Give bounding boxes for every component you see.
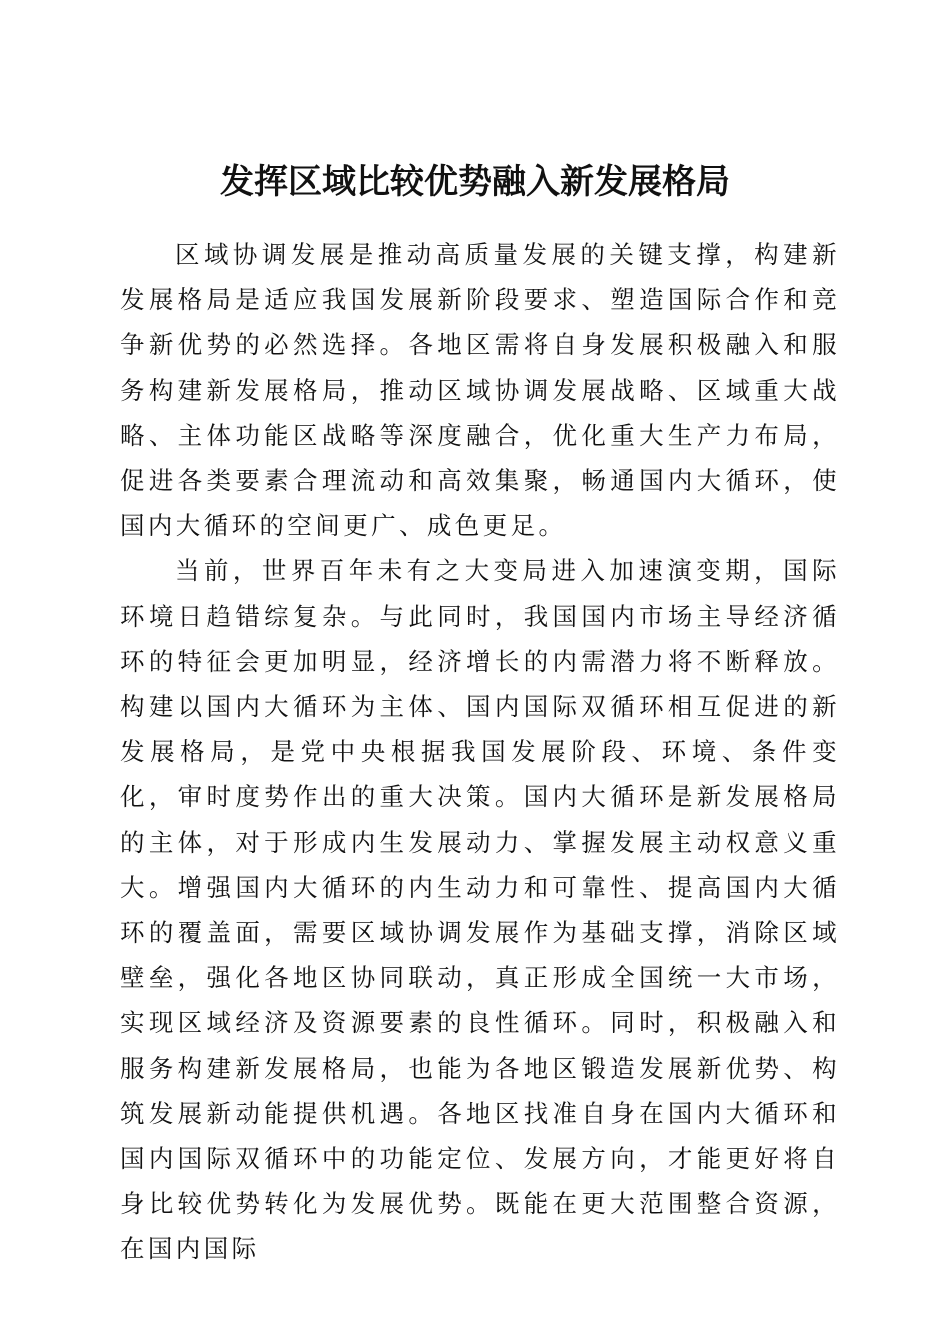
document-title: 发挥区域比较优势融入新发展格局 xyxy=(220,161,730,202)
paragraph-2: 当前，世界百年未有之大变局进入加速演变期，国际环境日趋错综复杂。与此同时，我国国内市场主导经济循环的特征会更加明显，经济增长的内需潜力将不断释放。构建以国内大循环为主体、国内国际双循环相互促进的新发展格局，是党中央根据我国发展阶段、环境、条件变化，审时度势作出的重大决策。国内大循环是新发展格局的主体，对于形成内生发展动力、掌握发展主动权意义重大。增强国内大循环的内生动力和可靠性、提高国内大循环的覆盖面，需要区域协调发展作为基础支撑，消除区域壁垒，强化各地区协同联动，真正形成全国统一大市场，实现区域经济及资源要素的良性循环。同时，积极融入和服务构建新发展格局，也能为各地区锻造发展新优势、构筑发展新动能提供机遇。各地区找准自身在国内大循环和国内国际双循环中的功能定位、发展方向，才能更好将自身比较优势转化为发展优势。既能在更大范围整合资源，在国内国际 xyxy=(120,556,840,1264)
document-body xyxy=(120,232,840,1272)
paragraph-1: 区域协调发展是推动高质量发展的关键支撑，构建新发展格局是适应我国发展新阶段要求、塑造国际合作和竞争新优势的必然选择。各地区需将自身发展积极融入和服务构建新发展格局，推动区域协调发展战略、区域重大战略、主体功能区战略等深度融合，优化重大生产力布局，促进各类要素合理流动和高效集聚，畅通国内大循环，使国内大循环的空间更广、成色更足。 xyxy=(120,240,840,541)
